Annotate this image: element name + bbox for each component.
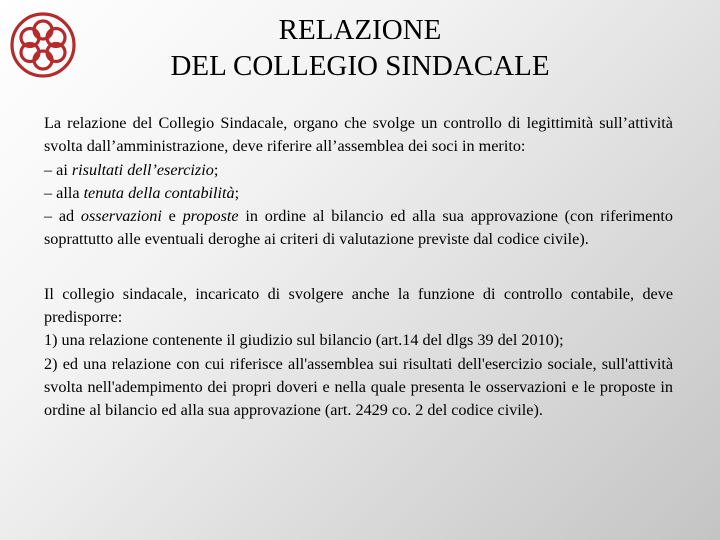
- para1-item-3: – ad osservazioni e proposte in ordine al bilancio ed alla sua approvazione (con riferimento soprattutto alle eventuali deroghe ai criteri di valutazione previste dal codice civile).: [44, 207, 674, 249]
- para1-intro: La relazione del Collegio Sindacale, organo che svolge un controllo di legittimità sull’attività svolta dall’amministrazione, deve riferire all’assemblea dei soci in merito:: [44, 114, 673, 156]
- report-body: [44, 112, 673, 423]
- para2-item-1: 1) una relazione contenente il giudizio sul bilancio (art.14 del dlgs 39 del 2010);: [44, 331, 564, 350]
- para2-item-2: 2) ed una relazione con cui riferisce all'assemblea sui risultati dell'esercizio sociale, sull'attività svolta nell'adempimento dei propri doveri e nella quale presenta le osservazioni e le proposte in ordine al bilancio ed alla sua approvazione (art. 2429 co. 2 del codice civile).: [44, 354, 673, 420]
- title-line-1: RELAZIONE: [278, 14, 442, 46]
- paragraph-spacer: [44, 252, 673, 283]
- para1-item-2: – alla tenuta della contabilità;: [44, 183, 240, 202]
- page-title: [0, 12, 720, 84]
- title-line-2: DEL COLLEGIO SINDACALE: [170, 50, 550, 82]
- para1-item-1: – ai risultati dell’esercizio;: [44, 160, 219, 179]
- para2-intro: Il collegio sindacale, incaricato di svolgere anche la funzione di controllo contabile, deve predisporre:: [44, 284, 673, 327]
